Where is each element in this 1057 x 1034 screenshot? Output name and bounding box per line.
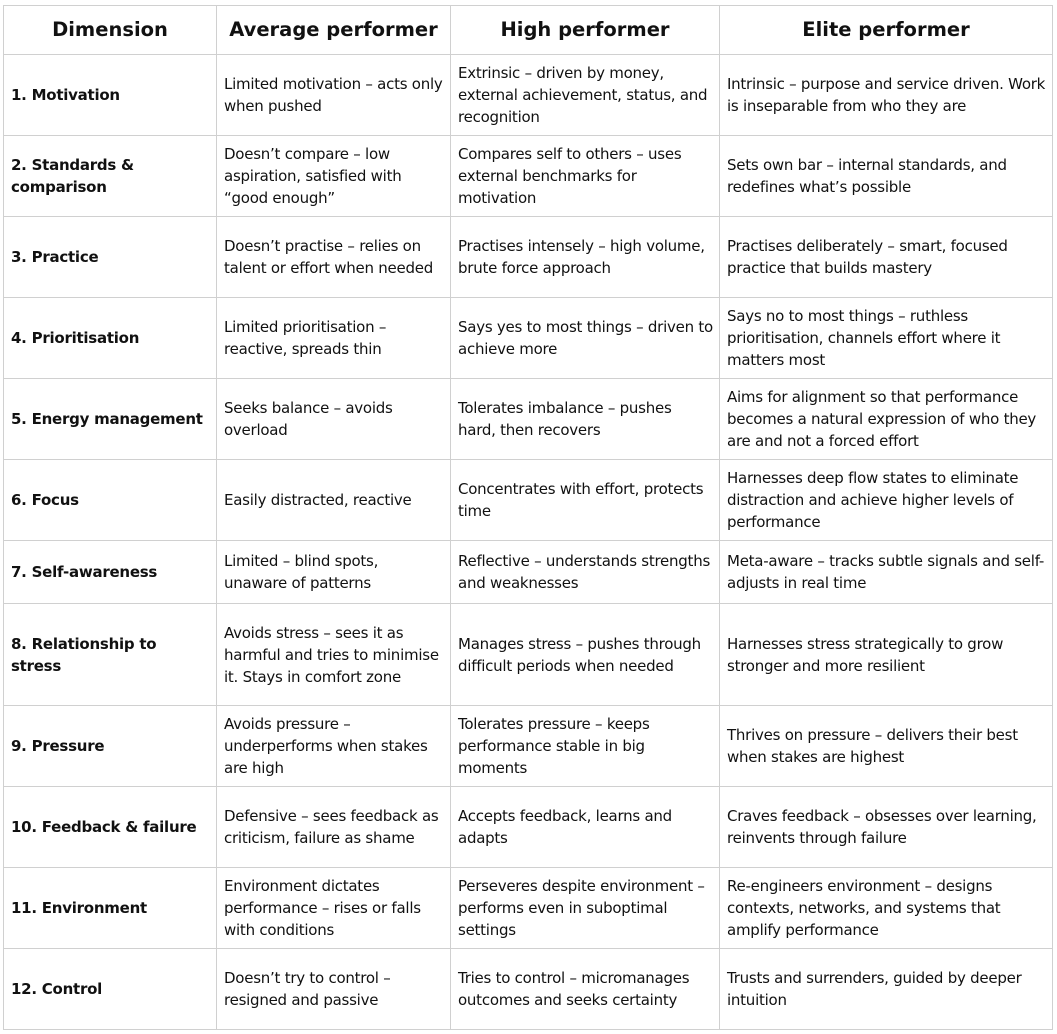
dimension-cell: 3. Practice xyxy=(4,217,217,298)
average-cell: Limited prioritisation – reactive, spreads thin xyxy=(217,298,451,379)
high-cell: Compares self to others – uses external benchmarks for motivation xyxy=(451,136,720,217)
high-cell: Manages stress – pushes through difficult periods when needed xyxy=(451,604,720,706)
table-row xyxy=(4,868,1053,949)
elite-cell: Trusts and surrenders, guided by deeper intuition xyxy=(720,949,1053,1030)
header-high-performer: High performer xyxy=(451,6,720,55)
table-row xyxy=(4,298,1053,379)
table-row xyxy=(4,136,1053,217)
average-cell: Limited motivation – acts only when pushed xyxy=(217,55,451,136)
table-header xyxy=(4,6,1053,55)
average-cell: Doesn’t compare – low aspiration, satisfied with “good enough” xyxy=(217,136,451,217)
high-cell: Perseveres despite environment – performs even in suboptimal settings xyxy=(451,868,720,949)
elite-cell: Re-engineers environment – designs contexts, networks, and systems that amplify performance xyxy=(720,868,1053,949)
table-row xyxy=(4,706,1053,787)
elite-cell: Meta-aware – tracks subtle signals and self-adjusts in real time xyxy=(720,541,1053,604)
table-row xyxy=(4,217,1053,298)
high-cell: Extrinsic – driven by money, external achievement, status, and recognition xyxy=(451,55,720,136)
dimension-cell: 2. Standards & comparison xyxy=(4,136,217,217)
dimension-cell: 4. Prioritisation xyxy=(4,298,217,379)
high-cell: Reflective – understands strengths and weaknesses xyxy=(451,541,720,604)
dimension-cell: 1. Motivation xyxy=(4,55,217,136)
header-dimension: Dimension xyxy=(4,6,217,55)
elite-cell: Says no to most things – ruthless prioritisation, channels effort where it matters most xyxy=(720,298,1053,379)
high-cell: Says yes to most things – driven to achieve more xyxy=(451,298,720,379)
dimension-cell: 8. Relationship to stress xyxy=(4,604,217,706)
dimension-cell: 6. Focus xyxy=(4,460,217,541)
high-cell: Tries to control – micromanages outcomes and seeks certainty xyxy=(451,949,720,1030)
high-cell: Practises intensely – high volume, brute force approach xyxy=(451,217,720,298)
average-cell: Avoids pressure – underperforms when stakes are high xyxy=(217,706,451,787)
dimension-cell: 7. Self-awareness xyxy=(4,541,217,604)
table-row xyxy=(4,55,1053,136)
average-cell: Easily distracted, reactive xyxy=(217,460,451,541)
dimension-cell: 5. Energy management xyxy=(4,379,217,460)
elite-cell: Harnesses stress strategically to grow stronger and more resilient xyxy=(720,604,1053,706)
header-average-performer: Average performer xyxy=(217,6,451,55)
average-cell: Defensive – sees feedback as criticism, failure as shame xyxy=(217,787,451,868)
table-row xyxy=(4,541,1053,604)
high-cell: Tolerates pressure – keeps performance stable in big moments xyxy=(451,706,720,787)
elite-cell: Practises deliberately – smart, focused practice that builds mastery xyxy=(720,217,1053,298)
elite-cell: Intrinsic – purpose and service driven. Work is inseparable from who they are xyxy=(720,55,1053,136)
elite-cell: Harnesses deep flow states to eliminate distraction and achieve higher levels of performance xyxy=(720,460,1053,541)
elite-cell: Sets own bar – internal standards, and redefines what’s possible xyxy=(720,136,1053,217)
high-cell: Concentrates with effort, protects time xyxy=(451,460,720,541)
table-row xyxy=(4,379,1053,460)
average-cell: Seeks balance – avoids overload xyxy=(217,379,451,460)
elite-cell: Craves feedback – obsesses over learning, reinvents through failure xyxy=(720,787,1053,868)
elite-cell: Thrives on pressure – delivers their best when stakes are highest xyxy=(720,706,1053,787)
table-row xyxy=(4,949,1053,1030)
dimension-cell: 10. Feedback & failure xyxy=(4,787,217,868)
header-row xyxy=(4,6,1053,55)
average-cell: Avoids stress – sees it as harmful and tries to minimise it. Stays in comfort zone xyxy=(217,604,451,706)
dimension-cell: 12. Control xyxy=(4,949,217,1030)
average-cell: Doesn’t practise – relies on talent or effort when needed xyxy=(217,217,451,298)
average-cell: Doesn’t try to control – resigned and passive xyxy=(217,949,451,1030)
average-cell: Limited – blind spots, unaware of patterns xyxy=(217,541,451,604)
high-cell: Tolerates imbalance – pushes hard, then recovers xyxy=(451,379,720,460)
table-row xyxy=(4,604,1053,706)
dimension-cell: 11. Environment xyxy=(4,868,217,949)
elite-cell: Aims for alignment so that performance becomes a natural expression of who they are and not a forced effort xyxy=(720,379,1053,460)
performer-comparison-table xyxy=(3,5,1053,1030)
high-cell: Accepts feedback, learns and adapts xyxy=(451,787,720,868)
table-row xyxy=(4,787,1053,868)
header-elite-performer: Elite performer xyxy=(720,6,1053,55)
dimension-cell: 9. Pressure xyxy=(4,706,217,787)
table-row xyxy=(4,460,1053,541)
table-body xyxy=(4,55,1053,1030)
average-cell: Environment dictates performance – rises or falls with conditions xyxy=(217,868,451,949)
